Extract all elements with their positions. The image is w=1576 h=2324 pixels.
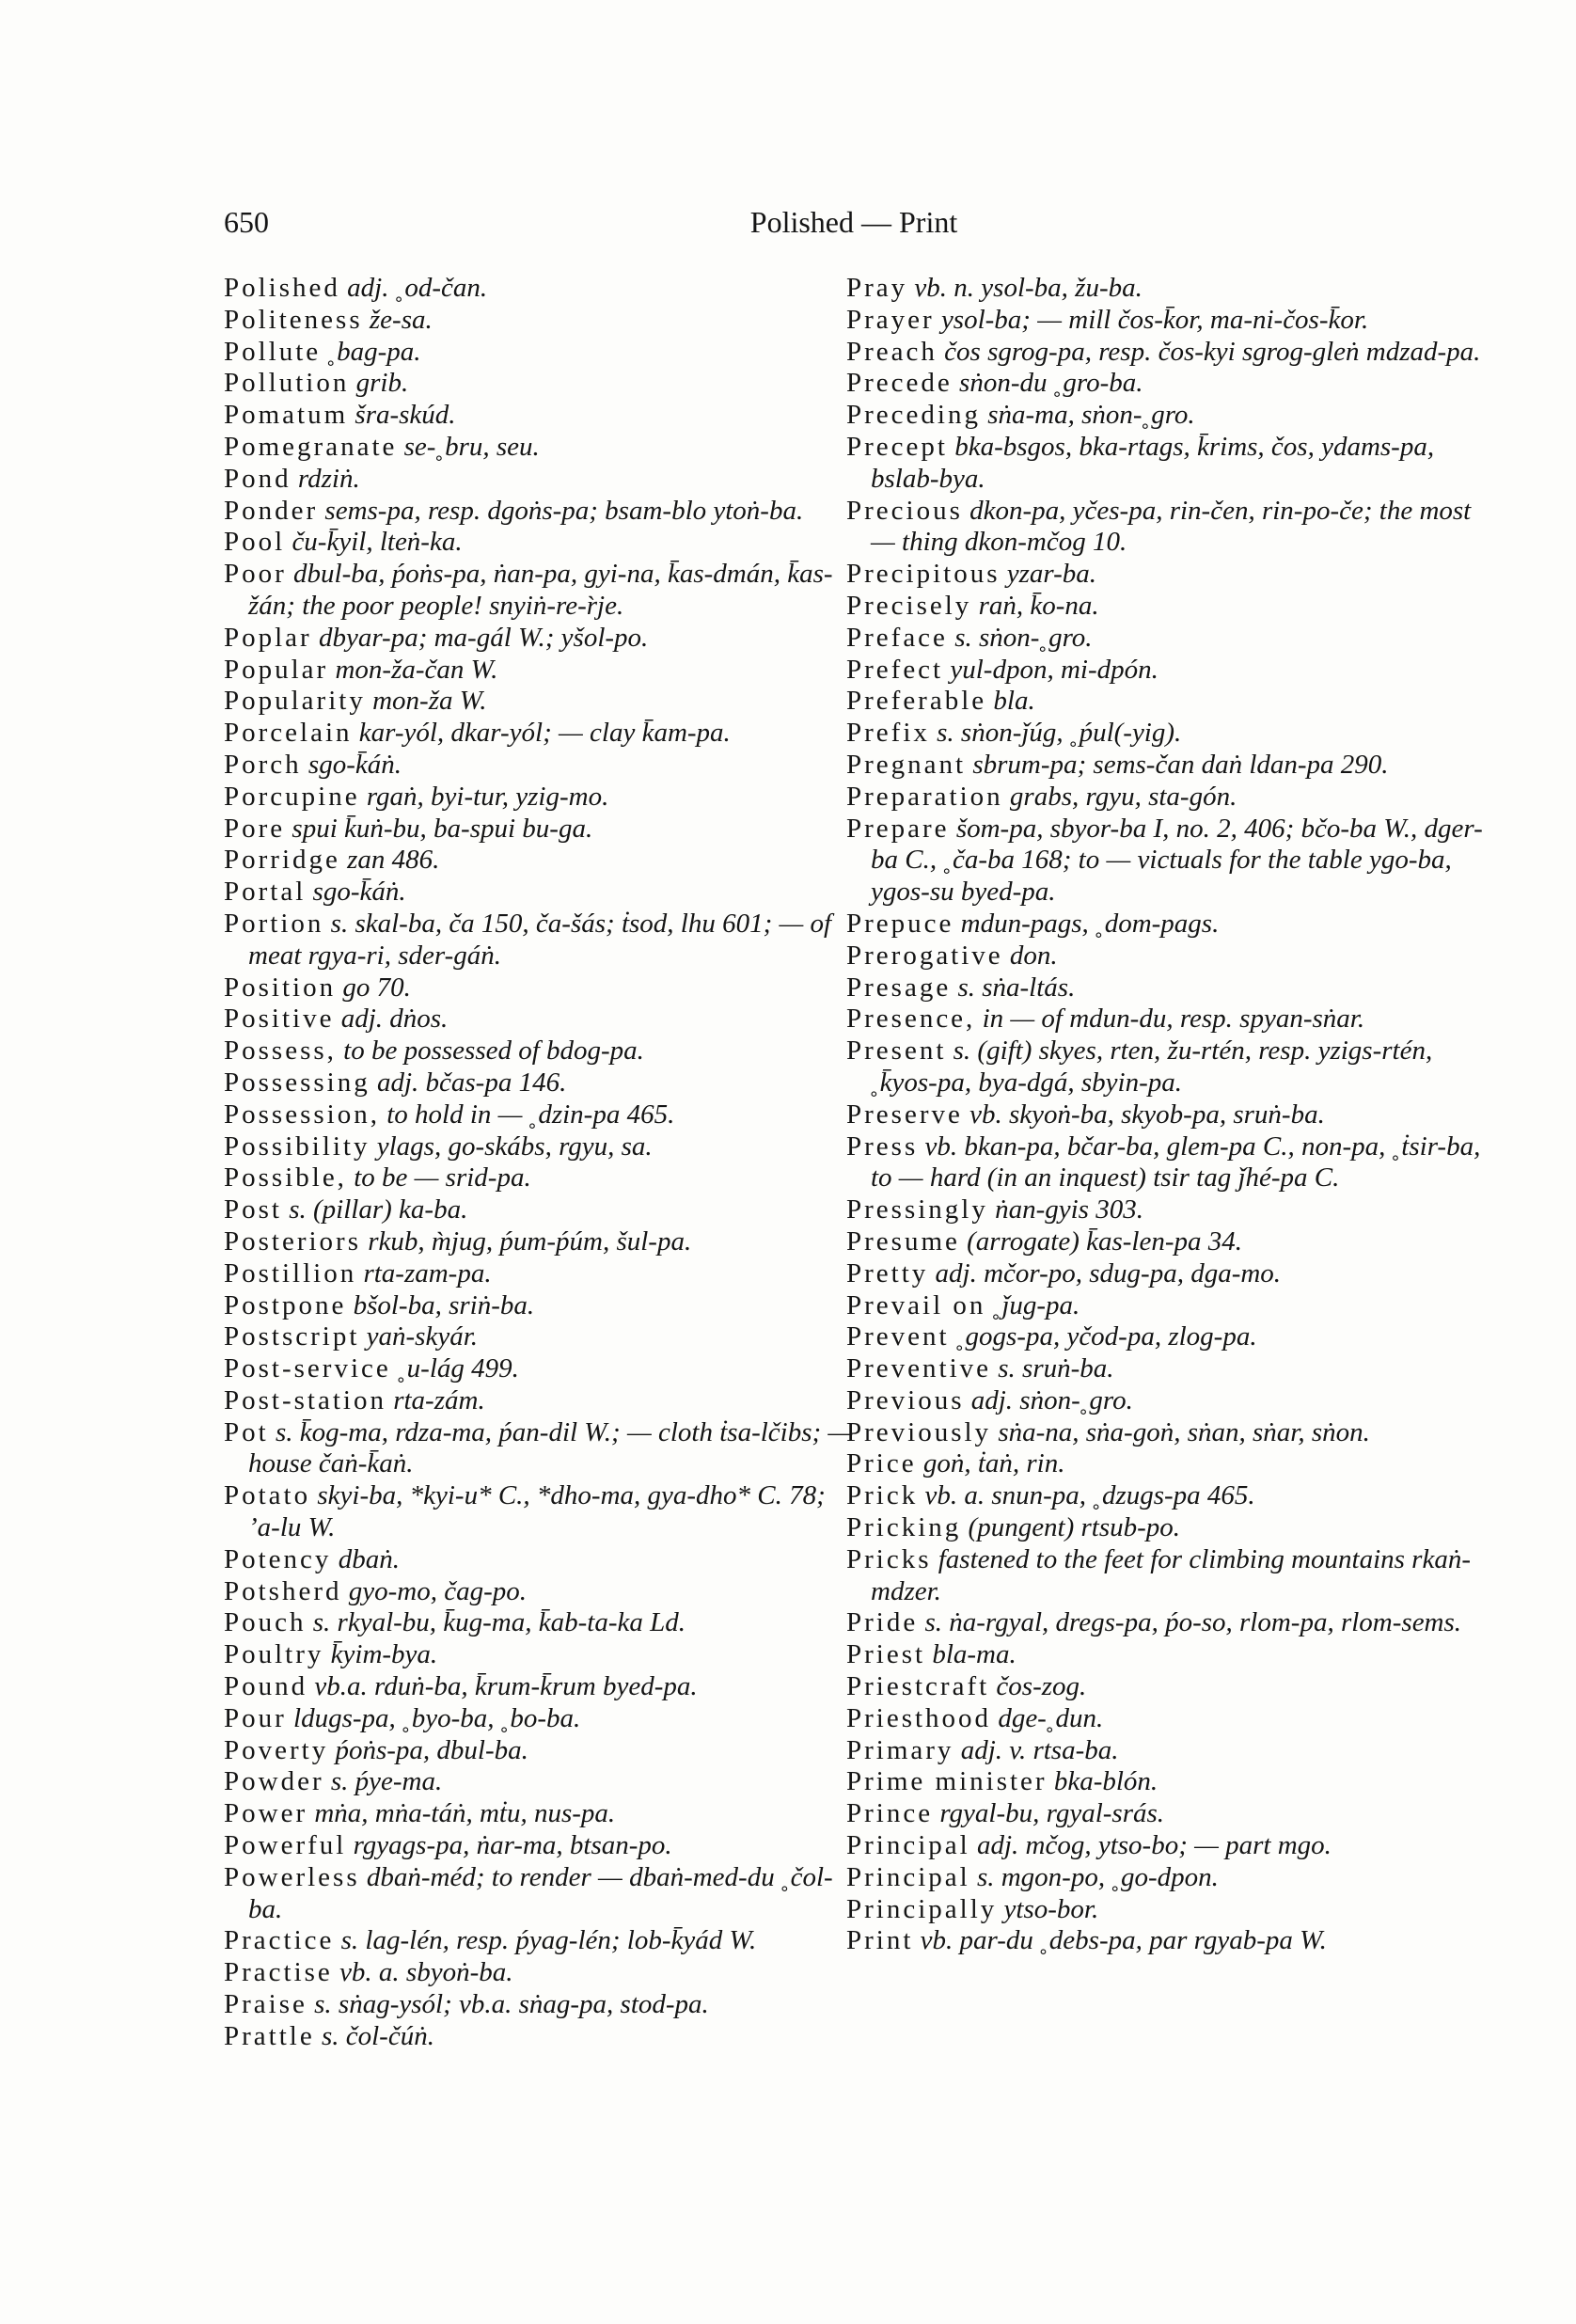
dictionary-entry — [846, 1766, 1486, 1798]
dictionary-entry — [846, 941, 1486, 972]
dictionary-entry — [224, 1353, 863, 1385]
dictionary-entry — [846, 1894, 1486, 1926]
headword: Pressingly — [846, 1194, 988, 1225]
headword: Poverty — [224, 1734, 329, 1765]
definition: dbyar-pa; ma-gál W.; yšol-po. — [318, 622, 649, 653]
dictionary-entry — [224, 464, 863, 496]
dictionary-entry — [224, 623, 863, 655]
headword: Prefix — [846, 718, 930, 749]
definition: ṅan-gyis 303. — [995, 1194, 1143, 1225]
definition: adj. mčor-po, sdug-pa, dga-mo. — [935, 1257, 1282, 1288]
dictionary-entry — [846, 1194, 1486, 1226]
definition: vb. a. sbyoṅ-ba. — [339, 1957, 513, 1988]
definition: ylags, go-skábs, rgyu, sa. — [376, 1130, 653, 1162]
headword: Precisely — [846, 590, 972, 621]
dictionary-entry — [846, 1607, 1486, 1639]
dictionary-entry — [846, 400, 1486, 432]
headword: Precede — [846, 368, 953, 399]
dictionary-entry — [846, 1226, 1486, 1258]
dictionary-entry — [846, 1448, 1486, 1480]
definition: s. sṅa-ltás. — [957, 972, 1076, 1003]
definition: ˳ǰug-pa. — [992, 1289, 1080, 1320]
headword: Primary — [846, 1734, 954, 1765]
definition: mdun-pags, ˳dom-pags. — [960, 908, 1220, 939]
headword: Pregnant — [846, 749, 967, 780]
dictionary-entry — [846, 1417, 1486, 1449]
definition: dbul-ba, ṕoṅs-pa, ṅan-pa, gyi-na, k̄as-dmán, k̄as-žán; the poor people! snyiṅ-re-r̀je. — [248, 559, 833, 621]
dictionary-entry — [224, 1385, 863, 1417]
headword: Precious — [846, 495, 963, 526]
headword: Position — [224, 972, 337, 1003]
definition: in — of mdun-du, resp. spyan-sṅar. — [982, 1004, 1365, 1035]
dictionary-entry — [224, 877, 863, 909]
definition: bka-bsgos, bka-rtags, k̄rims, čos, ydams-pa, bslab-bya. — [871, 431, 1435, 494]
dictionary-entry — [846, 1639, 1486, 1671]
headword: Poplar — [224, 622, 312, 653]
headword: Precept — [846, 431, 948, 462]
dictionary-entry — [224, 1131, 863, 1163]
dictionary-entry — [224, 845, 863, 877]
headword: Preach — [846, 336, 938, 367]
definition: s. (gift) skyes, rten, žu-rtén, resp. yzigs-rtén, ˳k̄yos-pa, bya-dgá, sbyin-pa. — [871, 1036, 1433, 1098]
dictionary-entry — [224, 1925, 863, 1957]
definition: zan 486. — [347, 845, 440, 876]
definition: vb. skyoṅ-ba, skyob-pa, sruṅ-ba. — [969, 1099, 1325, 1130]
dictionary-entry — [846, 1290, 1486, 1322]
dictionary-entry — [224, 814, 863, 846]
dictionary-entry — [846, 305, 1486, 337]
headword: Preserve — [846, 1099, 963, 1130]
headword: Prepare — [846, 813, 950, 844]
dictionary-entry — [224, 1099, 863, 1131]
dictionary-entry — [224, 1766, 863, 1798]
dictionary-entry — [224, 1036, 863, 1067]
definition: rgaṅ, byi-tur, yzig-mo. — [366, 781, 609, 812]
definition: adj. sṅon-˳gro. — [970, 1384, 1133, 1415]
definition: s. skal-ba, ča 150, ča-šás; ṫsod, lhu 601; — of meat rgya-ri, sder-gáṅ. — [248, 908, 832, 971]
running-head — [224, 205, 1484, 243]
definition: s. sṅag-ysól; vb.a. sṅag-pa, stod-pa. — [314, 1989, 709, 2020]
definition: vb. n. ysol-ba, žu-ba. — [914, 273, 1143, 303]
definition: ytso-bor. — [1003, 1893, 1099, 1924]
headword: Preceding — [846, 400, 981, 431]
dictionary-entry — [224, 1544, 863, 1576]
dictionary-entry — [224, 496, 863, 528]
dictionary-entry — [224, 750, 863, 782]
dictionary-entry — [846, 1512, 1486, 1544]
headword: Poor — [224, 559, 287, 590]
headword: Pride — [846, 1607, 919, 1638]
definition: adj. v. rtsa-ba. — [960, 1734, 1119, 1765]
definition: čos-zog. — [996, 1671, 1087, 1702]
definition: spui k̄uṅ-bu, ba-spui bu-ga. — [292, 813, 593, 844]
definition: dbaṅ-méd; to render — dbaṅ-med-du ˳čol-ba. — [248, 1861, 833, 1924]
headword: Principal — [846, 1830, 970, 1861]
headword: Prattle — [224, 2020, 315, 2051]
definition: sgo-k̄áṅ. — [307, 749, 402, 780]
headword: Powder — [224, 1766, 324, 1797]
definition: sṅa-na, sṅa-goṅ, sṅan, sṅar, sṅon. — [998, 1416, 1370, 1447]
headword: Principal — [846, 1861, 970, 1892]
definition: (pungent) rtsub-po. — [968, 1512, 1181, 1543]
headword: Possible, — [224, 1162, 347, 1194]
definition: to be possessed of bdog-pa. — [343, 1036, 644, 1067]
dictionary-entry — [846, 337, 1486, 369]
definition: adj. mčog, ytso-bo; — part mgo. — [976, 1830, 1332, 1861]
dictionary-entry — [846, 750, 1486, 782]
right-column — [846, 273, 1486, 1957]
headword: Practise — [224, 1957, 333, 1988]
dictionary-entry — [224, 432, 863, 464]
dictionary-entry — [224, 1798, 863, 1830]
definition: sṅa-ma, sṅon-˳gro. — [987, 400, 1195, 431]
headword: Pricking — [846, 1512, 962, 1543]
definition: yzar-ba. — [1006, 559, 1097, 590]
headword: Portal — [224, 877, 307, 908]
definition: mon-ža W. — [372, 686, 487, 717]
definition: dkon-pa, yčes-pa, rin-čen, rin-po-če; the most — thing dkon-mčog 10. — [871, 495, 1472, 558]
headword: Precipitous — [846, 559, 1001, 590]
headword: Present — [846, 1036, 947, 1067]
dictionary-entry — [224, 337, 863, 369]
definition: s. mgon-po, ˳go-dpon. — [976, 1861, 1219, 1892]
dictionary-entry — [846, 1830, 1486, 1862]
dictionary-entry — [846, 972, 1486, 1004]
definition: šom-pa, sbyor-ba I, no. 2, 406; bčo-ba W., dger-ba C., ˳ča-ba 168; to — victuals for the table ygo-ba, ygos-su byed-pa. — [871, 813, 1483, 908]
headword: Prepuce — [846, 908, 954, 939]
definition: (arrogate) k̄as-len-pa 34. — [967, 1225, 1243, 1257]
dictionary-entry — [224, 1067, 863, 1099]
dictionary-entry — [846, 655, 1486, 687]
definition: rkub, m̀jug, ṕum-ṕúm, šul-pa. — [368, 1225, 692, 1257]
dictionary-entry — [224, 1480, 863, 1544]
dictionary-entry — [846, 1480, 1486, 1512]
headword: Politeness — [224, 304, 363, 335]
definition: raṅ, k̄o-na. — [978, 590, 1099, 621]
dictionary-entry — [846, 1004, 1486, 1036]
dictionary-entry — [846, 718, 1486, 750]
definition: čos sgrog-pa, resp. čos-kyi sgrog-gleṅ mdzad-pa. — [944, 336, 1481, 367]
dictionary-entry — [224, 1703, 863, 1735]
definition: ldugs-pa, ˳byo-ba, ˳bo-ba. — [293, 1702, 581, 1733]
headword: Pollution — [224, 368, 350, 399]
dictionary-entry — [224, 782, 863, 814]
dictionary-entry — [846, 496, 1486, 560]
definition: to hold in — ˳dzin-pa 465. — [386, 1099, 675, 1130]
headword: Pretty — [846, 1257, 929, 1288]
dictionary-entry — [846, 368, 1486, 400]
left-column — [224, 273, 863, 2053]
headword: Preface — [846, 622, 948, 653]
dictionary-entry — [846, 273, 1486, 305]
headword: Porcupine — [224, 781, 360, 812]
headword: Prevent — [846, 1321, 950, 1352]
definition: rgyal-bu, rgyal-srás. — [939, 1798, 1165, 1829]
headword: Pouch — [224, 1607, 307, 1638]
definition: s. čol-čúṅ. — [321, 2020, 434, 2051]
headword: Potency — [224, 1543, 332, 1574]
headword: Prevail on — [846, 1289, 986, 1320]
definition: yaṅ-skyár. — [366, 1321, 479, 1352]
headword: Positive — [224, 1004, 335, 1035]
definition: mṅa, mṅa-táṅ, mṫu, nus-pa. — [314, 1798, 616, 1829]
dictionary-entry — [846, 1925, 1486, 1957]
dictionary-entry — [224, 2021, 863, 2053]
headword: Priesthood — [846, 1702, 992, 1733]
dictionary-entry — [224, 1226, 863, 1258]
definition: kar-yól, dkar-yól; — clay k̄am-pa. — [358, 718, 731, 749]
dictionary-entry — [224, 1576, 863, 1608]
definition: adj. ˳od-čan. — [347, 273, 488, 303]
headword: Post-station — [224, 1384, 386, 1415]
dictionary-entry — [224, 1417, 863, 1481]
headword: Potsherd — [224, 1575, 342, 1606]
headword: Prime minister — [846, 1766, 1048, 1797]
dictionary-entry — [224, 1607, 863, 1639]
definition: grib. — [355, 368, 409, 399]
dictionary-entry — [224, 1735, 863, 1767]
dictionary-entry — [224, 655, 863, 687]
headword: Pricks — [846, 1543, 932, 1574]
definition: bka-blón. — [1053, 1766, 1158, 1797]
headword: Possession, — [224, 1099, 380, 1130]
definition: ˳bag-pa. — [327, 336, 421, 367]
dictionary-entry — [846, 814, 1486, 909]
headword: Practice — [224, 1925, 335, 1956]
headword: Preparation — [846, 781, 1003, 812]
definition: sems-pa, resp. dgoṅs-pa; bsam-blo ytoṅ-ba. — [324, 495, 804, 526]
definition: grabs, rgyu, sta-gón. — [1009, 781, 1237, 812]
headword: Pond — [224, 463, 292, 494]
headword: Potato — [224, 1480, 311, 1511]
headword: Powerful — [224, 1830, 347, 1861]
headword: Print — [846, 1925, 914, 1956]
headword: Possibility — [224, 1130, 370, 1162]
headword: Prince — [846, 1798, 934, 1829]
definition: sbrum-pa; sems-čan daṅ ldan-pa 290. — [972, 749, 1389, 780]
headword: Pollute — [224, 336, 322, 367]
dictionary-entry — [846, 1703, 1486, 1735]
headword: Powerless — [224, 1861, 360, 1892]
headword: Praise — [224, 1989, 307, 2020]
definition: vb. a. snun-pa, ˳dzugs-pa 465. — [924, 1480, 1255, 1511]
definition: bšol-ba, sriṅ-ba. — [353, 1289, 535, 1320]
headword: Porcelain — [224, 718, 353, 749]
dictionary-entry — [846, 782, 1486, 814]
definition: ˳gogs-pa, yčod-pa, zlog-pa. — [955, 1321, 1257, 1352]
headword: Prefect — [846, 654, 944, 685]
definition: s. sṅon-ǰúg, ˳ṕul(-yig). — [937, 718, 1182, 749]
headword: Portion — [224, 908, 324, 939]
headword: Preventive — [846, 1353, 992, 1384]
definition: ˳u-lág 499. — [398, 1353, 519, 1384]
dictionary-entry — [224, 1290, 863, 1322]
headword: Power — [224, 1798, 308, 1829]
definition: že-sa. — [369, 304, 433, 335]
dictionary-entry — [846, 909, 1486, 941]
definition: s. ṅa-rgyal, dregs-pa, ṕo-so, rlom-pa, rlom-sems. — [924, 1607, 1462, 1638]
headword: Postpone — [224, 1289, 347, 1320]
definition: se-˳bru, seu. — [403, 431, 540, 462]
definition: mon-ža-čan W. — [335, 654, 498, 685]
dictionary-entry — [224, 400, 863, 432]
dictionary-entry — [224, 1671, 863, 1703]
definition: don. — [1009, 940, 1058, 971]
definition: dbaṅ. — [338, 1543, 400, 1574]
headword: Previously — [846, 1416, 992, 1447]
headword: Price — [846, 1448, 917, 1479]
headword: Pomegranate — [224, 431, 398, 462]
dictionary-entry — [224, 273, 863, 305]
headword: Prayer — [846, 304, 935, 335]
dictionary-entry — [224, 1258, 863, 1290]
definition: fastened to the feet for climbing mountains rkaṅ-mdzer. — [871, 1543, 1471, 1606]
dictionary-entry — [846, 1798, 1486, 1830]
definition: rta-zam-pa. — [363, 1257, 492, 1288]
headword: Priestcraft — [846, 1671, 990, 1702]
definition: bla-ma. — [932, 1639, 1017, 1670]
definition: k̄yim-bya. — [330, 1639, 438, 1670]
dictionary-entry — [224, 559, 863, 623]
headword: Poultry — [224, 1639, 324, 1670]
dictionary-entry — [224, 1957, 863, 1989]
headword: Pour — [224, 1702, 287, 1733]
headword: Press — [846, 1130, 919, 1162]
definition: go 70. — [342, 972, 411, 1003]
headword: Possessing — [224, 1067, 370, 1098]
dictionary-entry — [846, 591, 1486, 623]
definition: rta-zám. — [393, 1384, 485, 1415]
dictionary-entry — [846, 1862, 1486, 1894]
dictionary-entry — [846, 1131, 1486, 1195]
definition: rdziṅ. — [297, 463, 360, 494]
headword: Presage — [846, 972, 952, 1003]
headword: Presence, — [846, 1004, 976, 1035]
headword: Pot — [224, 1416, 269, 1447]
headword: Pray — [846, 273, 908, 303]
dictionary-entry — [224, 1194, 863, 1226]
headword: Polished — [224, 273, 340, 303]
definition: bla. — [993, 686, 1035, 717]
headword: Pomatum — [224, 400, 349, 431]
dictionary-entry — [224, 1004, 863, 1036]
definition: vb.a. rduṅ-ba, k̄rum-k̄rum byed-pa. — [314, 1671, 698, 1702]
dictionary-entry — [846, 686, 1486, 718]
definition: skyi-ba, *kyi-u* C., *dho-ma, gya-dho* C. 78; ’a-lu W. — [248, 1480, 826, 1543]
definition: to be — srid-pa. — [354, 1162, 531, 1194]
definition: s. rkyal-bu, k̄ug-ma, k̄ab-ta-ka Ld. — [312, 1607, 686, 1638]
definition: goṅ, ṫaṅ, rin. — [922, 1448, 1065, 1479]
definition: adj. bčas-pa 146. — [376, 1067, 567, 1098]
dictionary-entry — [224, 1321, 863, 1353]
dictionary-entry — [224, 1989, 863, 2021]
dictionary-entry — [224, 686, 863, 718]
headword: Priest — [846, 1639, 926, 1670]
definition: yul-dpon, mi-dpón. — [950, 654, 1158, 685]
definition: vb. par-du ˳debs-pa, par rgyab-pa W. — [920, 1925, 1327, 1956]
definition: šra-skúd. — [355, 400, 456, 431]
headword: Prerogative — [846, 940, 1003, 971]
dictionary-entry — [846, 1735, 1486, 1767]
headword: Previous — [846, 1384, 965, 1415]
headword: Post-service — [224, 1353, 391, 1384]
headword: Pool — [224, 527, 286, 558]
dictionary-entry — [846, 623, 1486, 655]
headword: Porch — [224, 749, 302, 780]
definition: s. k̄og-ma, rdza-ma, ṕan-dil W.; — cloth ṫsa-lčibs; — house čaṅ-k̄aṅ. — [248, 1416, 853, 1479]
definition: ysol-ba; — mill čos-k̄or, ma-ni-čos-k̄or. — [940, 304, 1369, 335]
dictionary-entry — [224, 1830, 863, 1862]
dictionary-entry — [846, 1036, 1486, 1099]
definition: gyo-mo, čag-po. — [348, 1575, 528, 1606]
headword: Prick — [846, 1480, 919, 1511]
dictionary-entry — [224, 718, 863, 750]
definition: sgo-k̄áṅ. — [312, 877, 406, 908]
definition: rgyags-pa, ṅar-ma, btsan-po. — [353, 1830, 672, 1861]
headword: Pound — [224, 1671, 308, 1702]
definition: ṕoṅs-pa, dbul-ba. — [335, 1734, 528, 1765]
definition: ču-k̄yil, lteṅ-ka. — [292, 527, 463, 558]
definition: s. sṅon-˳gro. — [954, 622, 1093, 653]
headword: Ponder — [224, 495, 319, 526]
headword: Postillion — [224, 1257, 357, 1288]
dictionary-entry — [846, 432, 1486, 496]
definition: adj. dṅos. — [340, 1004, 449, 1035]
headword: Pore — [224, 813, 286, 844]
running-title: Polished — Print — [749, 205, 958, 239]
page-number: 650 — [224, 205, 269, 239]
dictionary-entry — [224, 1862, 863, 1926]
definition: s. sruṅ-ba. — [998, 1353, 1114, 1384]
dictionary-entry — [224, 1162, 863, 1194]
dictionary-entry — [224, 1639, 863, 1671]
dictionary-entry — [224, 305, 863, 337]
headword: Popularity — [224, 686, 366, 717]
dictionary-entry — [224, 368, 863, 400]
dictionary-entry — [846, 559, 1486, 591]
dictionary-entry — [846, 1258, 1486, 1290]
headword: Preferable — [846, 686, 987, 717]
headword: Principally — [846, 1893, 998, 1924]
dictionary-entry — [224, 972, 863, 1004]
dictionary-entry — [846, 1321, 1486, 1353]
dictionary-entry — [846, 1671, 1486, 1703]
definition: sṅon-du ˳gro-ba. — [959, 368, 1143, 399]
dictionary-entry — [224, 909, 863, 972]
headword: Possess, — [224, 1036, 337, 1067]
headword: Postscript — [224, 1321, 360, 1352]
dictionary-entry — [846, 1544, 1486, 1608]
headword: Popular — [224, 654, 329, 685]
definition: s. ṕye-ma. — [330, 1766, 443, 1797]
headword: Presume — [846, 1225, 960, 1257]
dictionary-entry — [846, 1099, 1486, 1131]
definition: dge-˳dun. — [998, 1702, 1104, 1733]
headword: Post — [224, 1194, 282, 1225]
headword: Porridge — [224, 845, 340, 876]
dictionary-entry — [846, 1353, 1486, 1385]
dictionary-entry — [846, 1385, 1486, 1417]
definition: vb. bkan-pa, bčar-ba, glem-pa C., non-pa, ˳ṫsir-ba, to — hard (in an inquest) tsir tag ǰhé-pa C. — [871, 1130, 1481, 1194]
headword: Posteriors — [224, 1225, 361, 1257]
dictionary-entry — [224, 527, 863, 559]
definition: s. (pillar) ka-ba. — [289, 1194, 468, 1225]
definition: s. lag-lén, resp. ṕyag-lén; lob-k̄yád W. — [340, 1925, 757, 1956]
